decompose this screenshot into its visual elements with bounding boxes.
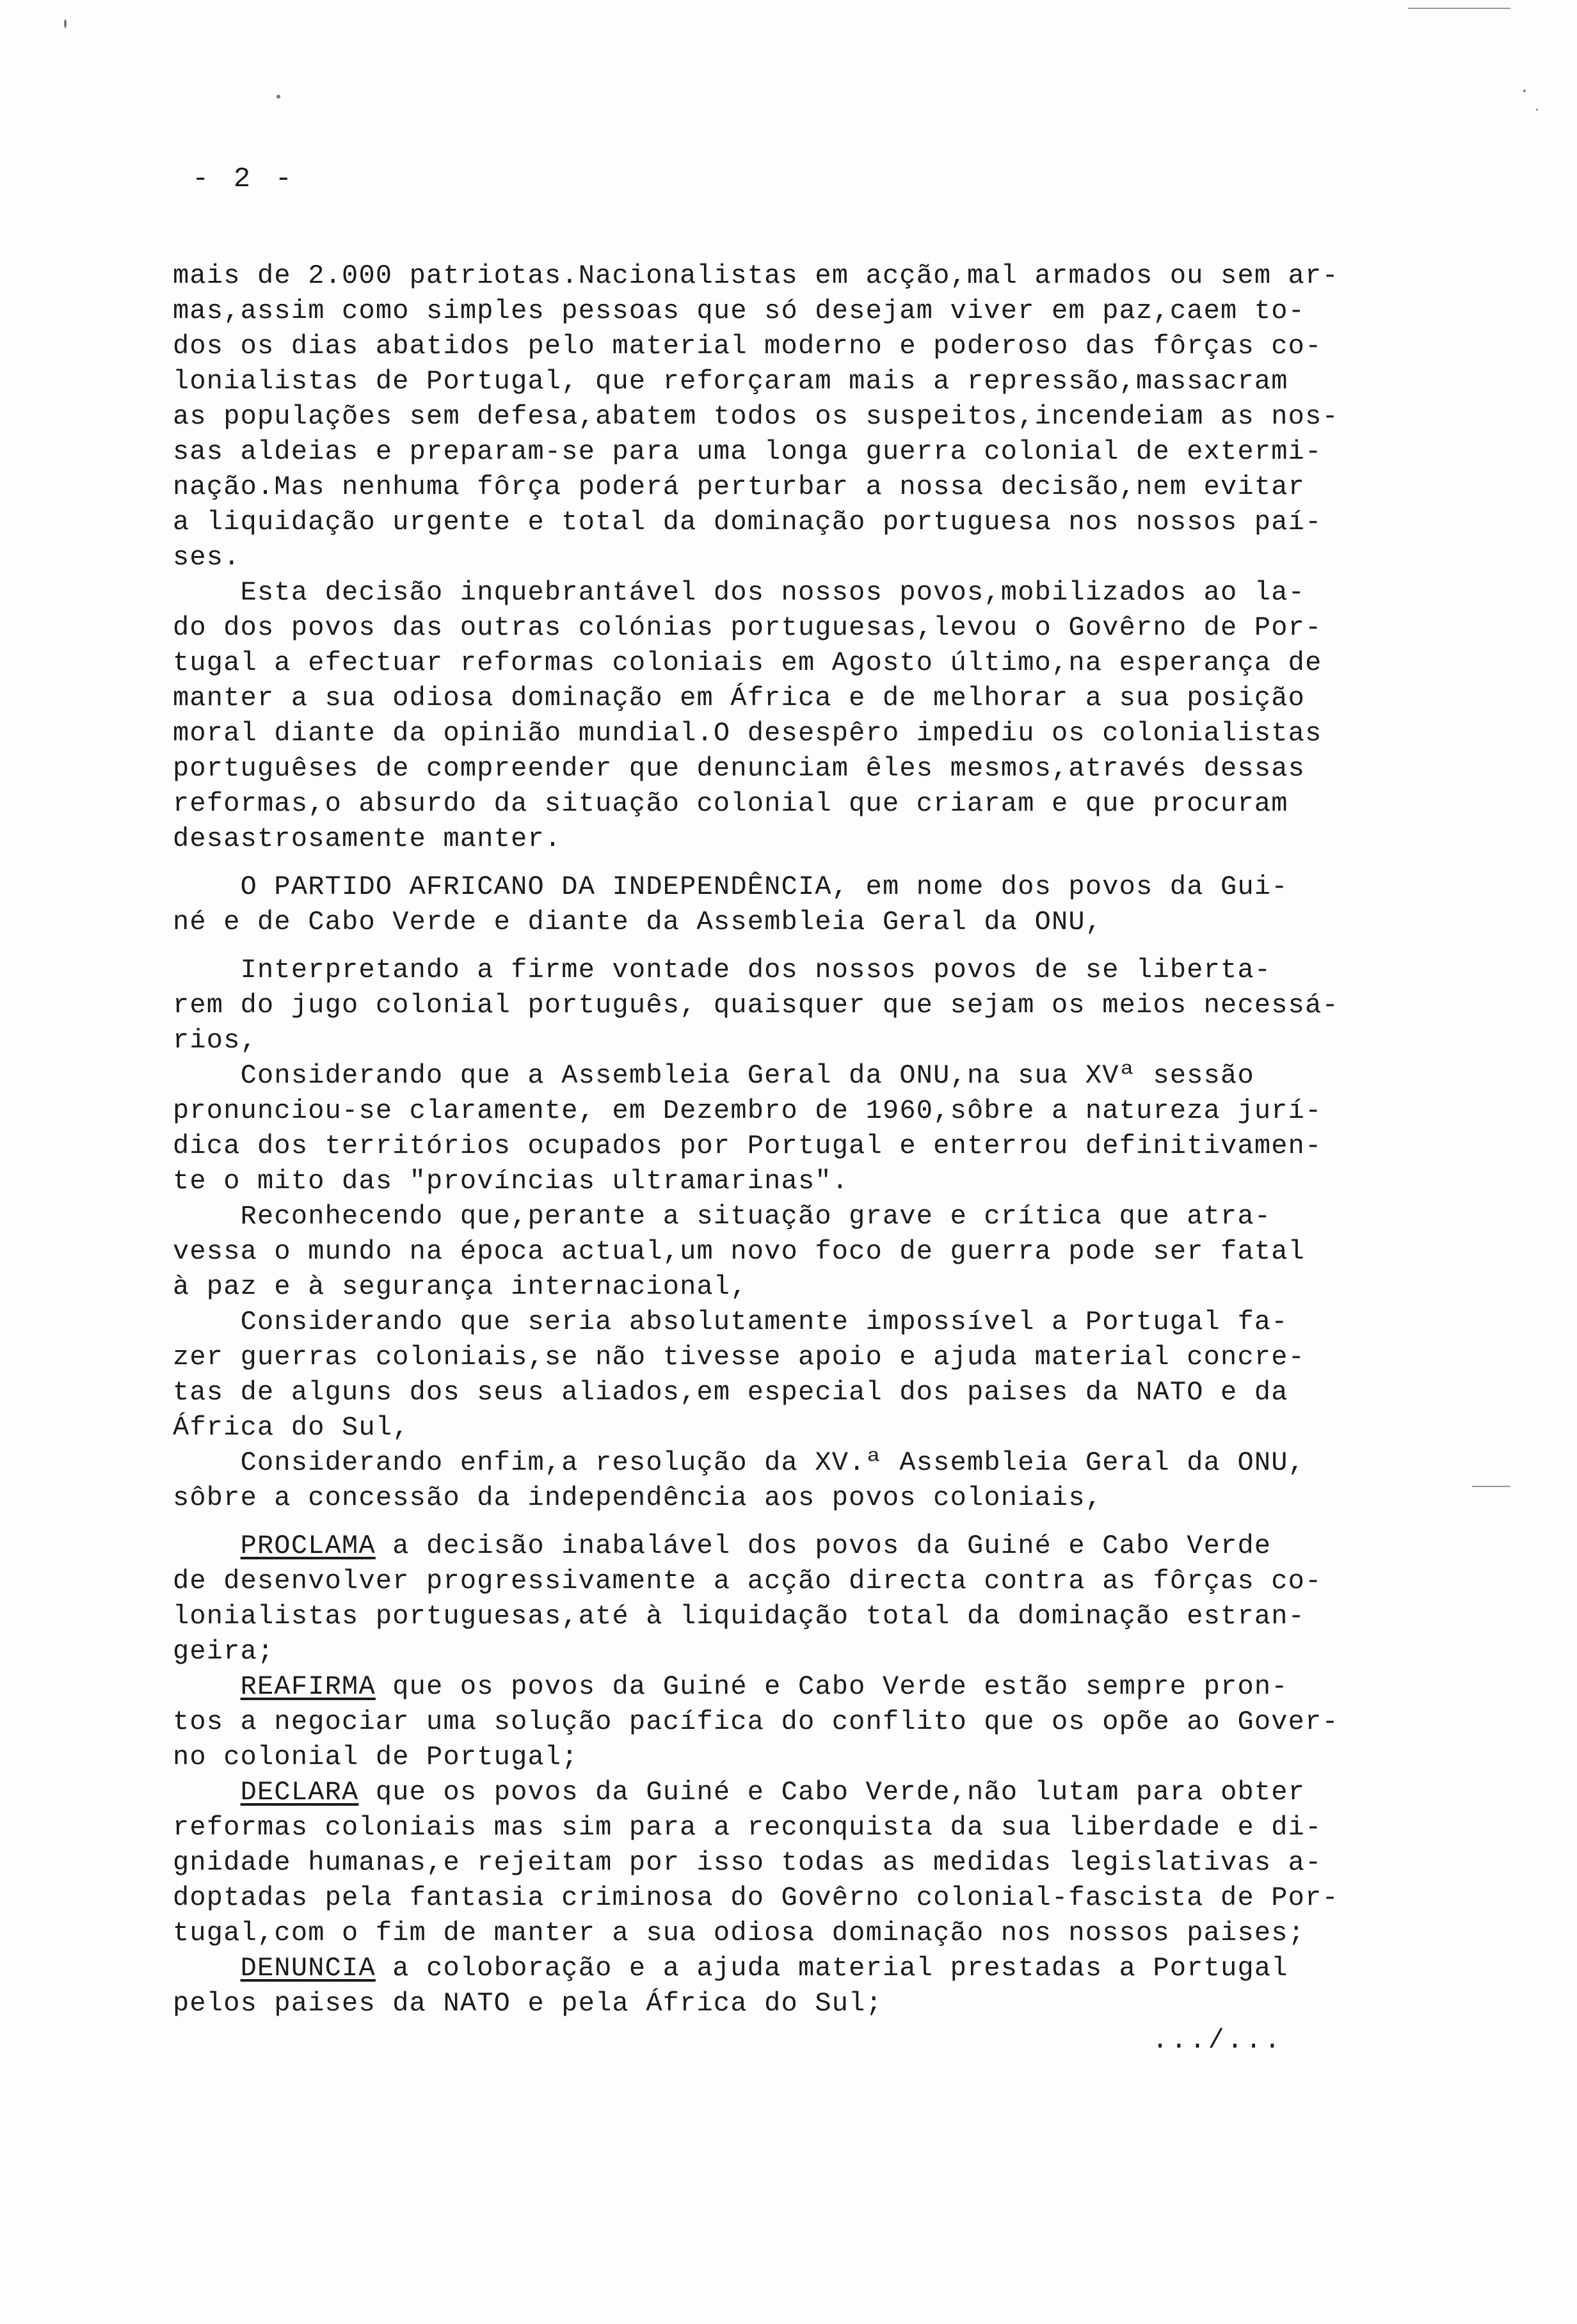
text-line: rios, [173, 1025, 258, 1056]
text-line: ses. [173, 542, 241, 573]
text-line: tugal a efectuar reformas coloniais em Agosto último,na esperança de [173, 648, 1322, 678]
text-line: Reconhecendo que,perante a situação grave e crítica que atra- [173, 1201, 1272, 1232]
text-line: né e de Cabo Verde e diante da Assembleia Geral da ONU, [173, 907, 1103, 937]
text-line: manter a sua odiosa dominação em África e de melhorar a sua posição [173, 683, 1306, 713]
text-line: tos a negociar uma solução pacífica do conflito que os opõe ao Gover- [173, 1707, 1339, 1737]
text-line: lonialistas portuguesas,até à liquidação total da dominação estran- [173, 1601, 1306, 1632]
text-line: do dos povos das outras colónias portuguesas,levou o Govêrno de Por- [173, 612, 1322, 643]
text-line: dos os dias abatidos pelo material moderno e poderoso das fôrças co- [173, 331, 1322, 362]
text-line: à paz e à segurança internacional, [173, 1271, 748, 1302]
text-line: rem do jugo colonial português, quaisquer que sejam os meios necessá- [173, 990, 1339, 1021]
text-line: reformas coloniais mas sim para a reconquista da sua liberdade e di- [173, 1812, 1322, 1843]
text-line: no colonial de Portugal; [173, 1742, 579, 1772]
text-line: Considerando que a Assembleia Geral da ONU,na sua XVª sessão [173, 1060, 1254, 1091]
text-line: DECLARA que os povos da Guiné e Cabo Verde,não lutam para obter [240, 1777, 1306, 1808]
text-line: a liquidação urgente e total da dominação portuguesa nos nossos paí- [173, 507, 1322, 537]
text-line: tas de alguns dos seus aliados,em especial dos paises da NATO e da [173, 1377, 1288, 1408]
text-line: África do Sul, [173, 1412, 410, 1443]
text-line: dica dos territórios ocupados por Portugal e enterrou definitivamen- [173, 1131, 1322, 1161]
scan-mark [1472, 1486, 1510, 1487]
text-line: de desenvolver progressivamente a acção directa contra as fôrças co- [173, 1566, 1322, 1596]
underlined-keyword: PROCLAMA [240, 1531, 376, 1561]
continuation-mark: .../... [1152, 2025, 1283, 2056]
text-line: portuguêses de compreender que denunciam êles mesmos,através dessas [173, 753, 1306, 784]
scan-speck [276, 95, 280, 99]
page-number: - 2 - [192, 163, 296, 195]
text-line: zer guerras coloniais,se não tivesse apoio e ajuda material concre- [173, 1342, 1306, 1373]
text-line: gnidade humanas,e rejeitam por isso todas as medidas legislativas a- [173, 1847, 1322, 1878]
text-line: sas aldeias e preparam-se para uma longa guerra colonial de extermi- [173, 436, 1322, 467]
text-line: REAFIRMA que os povos da Guiné e Cabo Verde estão sempre pron- [240, 1671, 1288, 1702]
text-line: vessa o mundo na época actual,um novo foco de guerra pode ser fatal [173, 1236, 1306, 1267]
text-line: as populações sem defesa,abatem todos os suspeitos,incendeiam as nos- [173, 401, 1339, 432]
text-line: te o mito das "províncias ultramarinas". [173, 1166, 849, 1197]
underlined-keyword: DENUNCIA [240, 1953, 376, 1984]
scan-mark [1408, 8, 1510, 9]
text-line: lonialistas de Portugal, que reforçaram mais a repressão,massacram [173, 366, 1288, 397]
text-line: geira; [173, 1636, 275, 1667]
text-line: nação.Mas nenhuma fôrça poderá perturbar a nossa decisão,nem evitar [173, 472, 1306, 502]
text-line: mais de 2.000 patriotas.Nacionalistas em acção,mal armados ou sem ar- [173, 260, 1339, 291]
text-line: O PARTIDO AFRICANO DA INDEPENDÊNCIA, em nome dos povos da Gui- [173, 872, 1288, 902]
text-line: desastrosamente manter. [173, 824, 562, 854]
text-line: moral diante da opinião mundial.O desespêro impediu os colonialistas [173, 718, 1322, 749]
text-line: PROCLAMA a decisão inabalável dos povos da Guiné e Cabo Verde [240, 1531, 1272, 1561]
text-line: pelos paises da NATO e pela África do Sul; [173, 1988, 883, 2019]
text-line: pronunciou-se claramente, em Dezembro de 1960,sôbre a natureza jurí- [173, 1095, 1322, 1126]
text-line: Considerando enfim,a resolução da XV.ª Assembleia Geral da ONU, [173, 1447, 1306, 1478]
text-line: mas,assim como simples pessoas que só desejam viver em paz,caem to- [173, 296, 1306, 326]
text-line: Considerando que seria absolutamente impossível a Portugal fa- [173, 1307, 1288, 1337]
scan-speck [64, 19, 67, 28]
text-line: doptadas pela fantasia criminosa do Govêrno colonial-fascista de Por- [173, 1882, 1339, 1913]
scan-speck [1536, 109, 1538, 111]
text-line: sôbre a concessão da independência aos povos coloniais, [173, 1483, 1103, 1513]
text-line: Esta decisão inquebrantável dos nossos povos,mobilizados ao la- [173, 577, 1306, 608]
text-line: Interpretando a firme vontade dos nossos povos de se liberta- [173, 955, 1272, 985]
scan-speck [1523, 90, 1526, 92]
underlined-keyword: DECLARA [240, 1777, 359, 1808]
text-line: reformas,o absurdo da situação colonial que criaram e que procuram [173, 788, 1288, 819]
underlined-keyword: REAFIRMA [240, 1671, 376, 1702]
text-line: DENUNCIA a coloboração e a ajuda material prestadas a Portugal [240, 1953, 1288, 1984]
text-line: tugal,com o fim de manter a sua odiosa dominação nos nossos paises; [173, 1918, 1306, 1948]
